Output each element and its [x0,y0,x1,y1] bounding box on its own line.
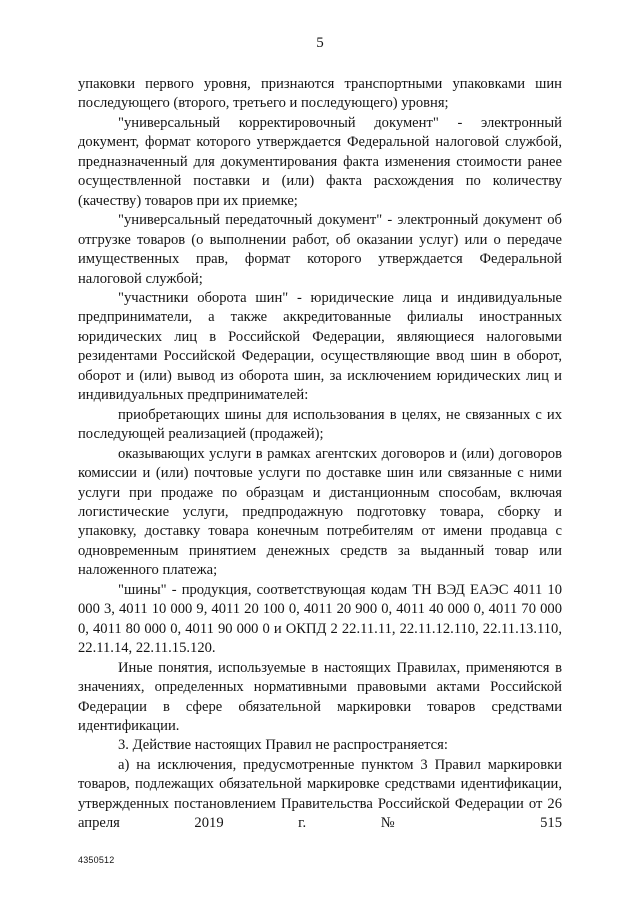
paragraph-providing-services: оказывающих услуги в рамках агентских договоров и (или) договоров комиссии и (или) почтовые услуги по доставке шин или связанные с ними услуги при продаже по образцам и дистанционным способам, включая логистические услуги, предпродажную подготовку товара, сборку и упаковку, доставку товара конечным потребителям от имени продавца с одновременным принятием денежных средств за выданный товар или наложенного платежа; [78,445,562,579]
paragraph-other-concepts: Иные понятия, используемые в настоящих Правилах, применяются в значениях, определенных нормативными правовыми актами Российской Федерации в сфере обязательной маркировки товаров средствами идентификации. [78,659,562,734]
paragraph-exclusion-a: а) на исключения, предусмотренные пунктом 3 Правил маркировки товаров, подлежащих обязательной маркировке средствами идентификации, утвержденных постановлением Правительства Российской Федерации от 26 апреля 2019 г. № 515 [78,756,562,832]
paragraph-acquiring-tires: приобретающих шины для использования в целях, не связанных с их последующей реализацией (продажей); [78,406,562,443]
paragraph-tire-turnover-participants: "участники оборота шин" - юридические лица и индивидуальные предприниматели, а также аккредитованные филиалы иностранных юридических лиц в Российской Федерации, являющиеся налоговыми резидентами Российской Федерации, осуществляющие ввод шин в оборот, оборот и (или) вывод из оборота шин, за исключением юридических лиц и индивидуальных предпринимателей: [78,289,562,404]
document-body [78,75,562,834]
document-code: 4350512 [78,855,115,865]
paragraph-tires-definition: "шины" - продукция, соответствующая кодам ТН ВЭД ЕАЭС 4011 10 000 3, 4011 10 000 9, 4011 20 100 0, 4011 20 900 0, 4011 40 000 0, 4011 70 000 0, 4011 80 000 0, 4011 90 000 0 и ОКПД 2 22.11.11, 22.11.12.110, 22.11.13.110, 22.11.14, 22.11.15.120. [78,581,562,657]
paragraph-universal-transfer-document: "универсальный передаточный документ" - электронный документ об отгрузке товаров (о выполнении работ, об оказании услуг) или о передаче имущественных прав, формат которого утверждается Федеральной налоговой службой; [78,212,562,287]
paragraph-packaging-levels: упаковки первого уровня, признаются транспортными упаковками шин последующего (второго, третьего и последующего) уровня; [78,76,562,112]
paragraph-scope-exclusions: 3. Действие настоящих Правил не распространяется: [118,737,448,754]
page-number: 5 [316,35,324,51]
paragraph-universal-correction-document: "универсальный корректировочный документ" - электронный документ, формат которого утверждается Федеральной налоговой службой, предназначенный для документирования факта изменения стоимости ранее осуществленной поставки и (или) факта расхождения по количеству (качеству) товаров при их приемке; [78,114,562,209]
